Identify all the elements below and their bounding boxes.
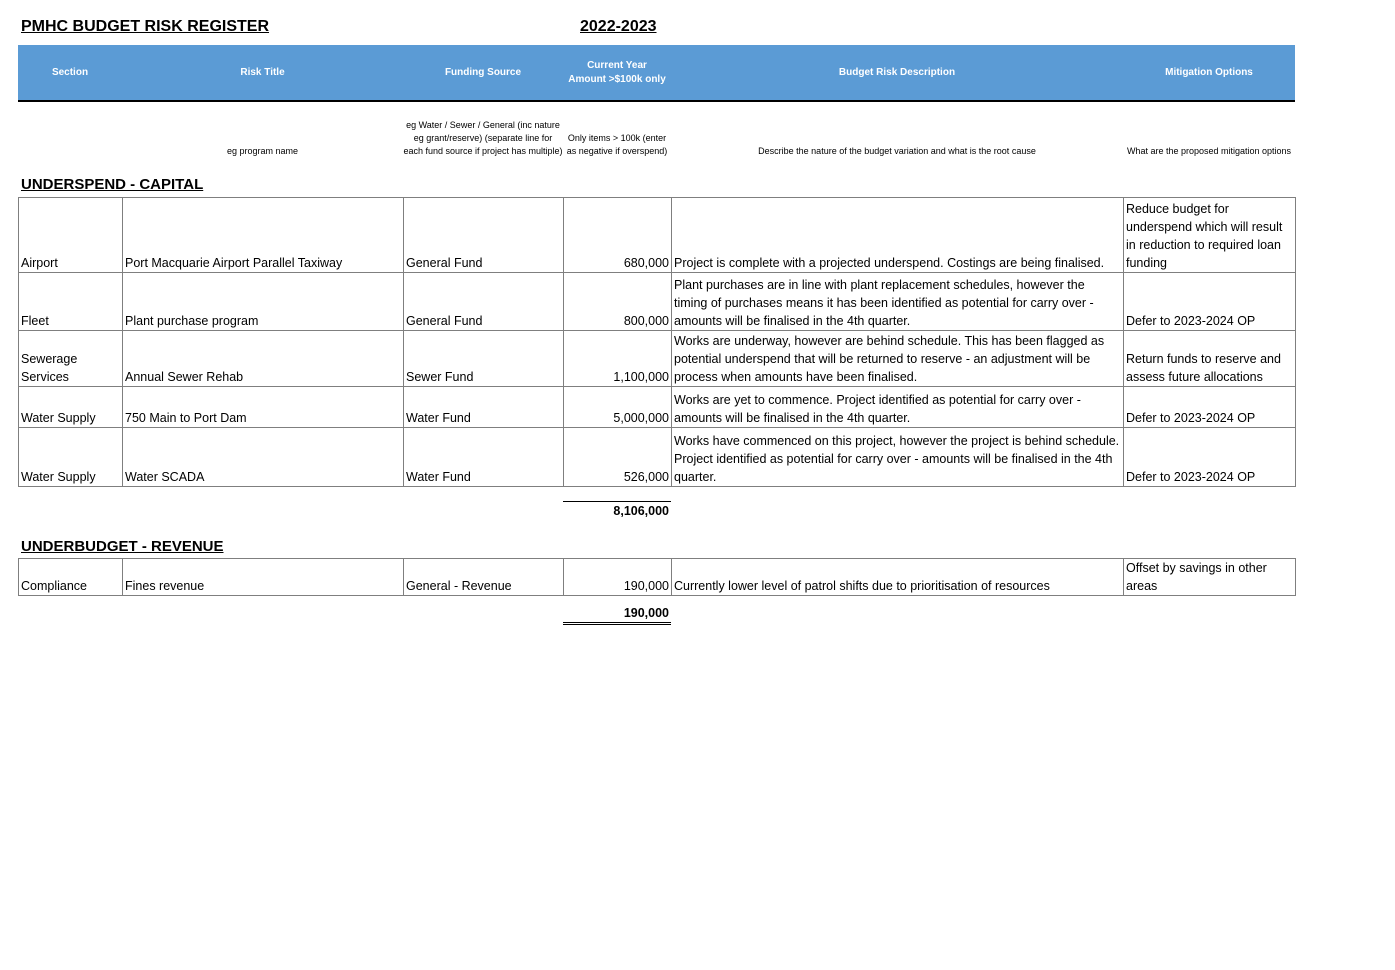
cell-funding-source: General Fund <box>404 273 564 331</box>
document-year: 2022-2023 <box>580 18 657 35</box>
section-total-underspend-capital: 8,106,000 <box>563 501 671 520</box>
cell-amount: 1,100,000 <box>564 331 672 387</box>
cell-description: Works are yet to commence. Project identified as potential for carry over - amounts will be finalised in the 4th quarter. <box>672 387 1124 428</box>
guide-funding-source: eg Water / Sewer / General (inc nature eg grant/reserve) (separate line for each fund source if project has multiple) <box>403 120 563 156</box>
cell-mitigation: Reduce budget for underspend which will result in reduction to required loan funding <box>1124 198 1296 273</box>
table-row <box>19 273 1296 331</box>
cell-mitigation: Return funds to reserve and assess future allocations <box>1124 331 1296 387</box>
cell-risk-title: Annual Sewer Rehab <box>123 331 404 387</box>
cell-risk-title: Plant purchase program <box>123 273 404 331</box>
cell-mitigation: Defer to 2023-2024 OP <box>1124 428 1296 487</box>
table-row <box>19 331 1296 387</box>
cell-description: Works have commenced on this project, however the project is behind schedule. Project identified as potential for carry over - amounts will be finalised in the 4th quarter. <box>672 428 1124 487</box>
table-row <box>19 198 1296 273</box>
guide-mitigation: What are the proposed mitigation options <box>1126 146 1292 156</box>
cell-description: Plant purchases are in line with plant replacement schedules, however the timing of purchases means it has been identified as potential for carry over - amounts will be finalised in the 4th quarter. <box>672 273 1124 331</box>
header-section: Section <box>51 66 89 78</box>
section-title-underbudget-revenue: UNDERBUDGET - REVENUE <box>21 538 224 555</box>
cell-risk-title: 750 Main to Port Dam <box>123 387 404 428</box>
column-header-row <box>18 45 1295 102</box>
header-funding-source: Funding Source <box>444 66 522 78</box>
cell-funding-source: General - Revenue <box>404 559 564 596</box>
cell-section: Fleet <box>19 273 123 331</box>
cell-amount: 5,000,000 <box>564 387 672 428</box>
cell-funding-source: Sewer Fund <box>404 331 564 387</box>
header-risk-title: Risk Title <box>240 66 285 78</box>
header-amount: Current Year Amount >$100k only <box>568 59 666 85</box>
table-row <box>19 428 1296 487</box>
cell-amount: 190,000 <box>564 559 672 596</box>
section-total-underbudget-revenue: 190,000 <box>563 604 671 625</box>
table-row <box>19 559 1296 596</box>
cell-description: Works are underway, however are behind schedule. This has been flagged as potential underspend that will be returned to reserve - an adjustment will be process when amounts have been finalised. <box>672 331 1124 387</box>
cell-section: Compliance <box>19 559 123 596</box>
guide-amount: Only items > 100k (enter as negative if overspend) <box>566 133 668 156</box>
cell-mitigation: Defer to 2023-2024 OP <box>1124 273 1296 331</box>
cell-risk-title: Fines revenue <box>123 559 404 596</box>
cell-risk-title: Port Macquarie Airport Parallel Taxiway <box>123 198 404 273</box>
cell-section: Water Supply <box>19 428 123 487</box>
header-mitigation: Mitigation Options <box>1165 66 1253 78</box>
header-description: Budget Risk Description <box>838 66 956 78</box>
cell-section: Sewerage Services <box>19 331 123 387</box>
cell-mitigation: Defer to 2023-2024 OP <box>1124 387 1296 428</box>
cell-description: Currently lower level of patrol shifts due to prioritisation of resources <box>672 559 1124 596</box>
guide-risk-title: eg program name <box>226 146 299 156</box>
document-title: PMHC BUDGET RISK REGISTER <box>21 18 270 35</box>
cell-section: Water Supply <box>19 387 123 428</box>
cell-amount: 680,000 <box>564 198 672 273</box>
cell-amount: 526,000 <box>564 428 672 487</box>
cell-funding-source: Water Fund <box>404 387 564 428</box>
underbudget-revenue-table <box>18 558 1296 596</box>
cell-description: Project is complete with a projected underspend. Costings are being finalised. <box>672 198 1124 273</box>
cell-amount: 800,000 <box>564 273 672 331</box>
cell-mitigation: Offset by savings in other areas <box>1124 559 1296 596</box>
underspend-capital-table <box>18 197 1296 487</box>
guide-description: Describe the nature of the budget variation and what is the root cause <box>758 146 1036 156</box>
cell-funding-source: Water Fund <box>404 428 564 487</box>
cell-section: Airport <box>19 198 123 273</box>
section-title-underspend-capital: UNDERSPEND - CAPITAL <box>21 176 204 193</box>
cell-risk-title: Water SCADA <box>123 428 404 487</box>
table-row <box>19 387 1296 428</box>
cell-funding-source: General Fund <box>404 198 564 273</box>
